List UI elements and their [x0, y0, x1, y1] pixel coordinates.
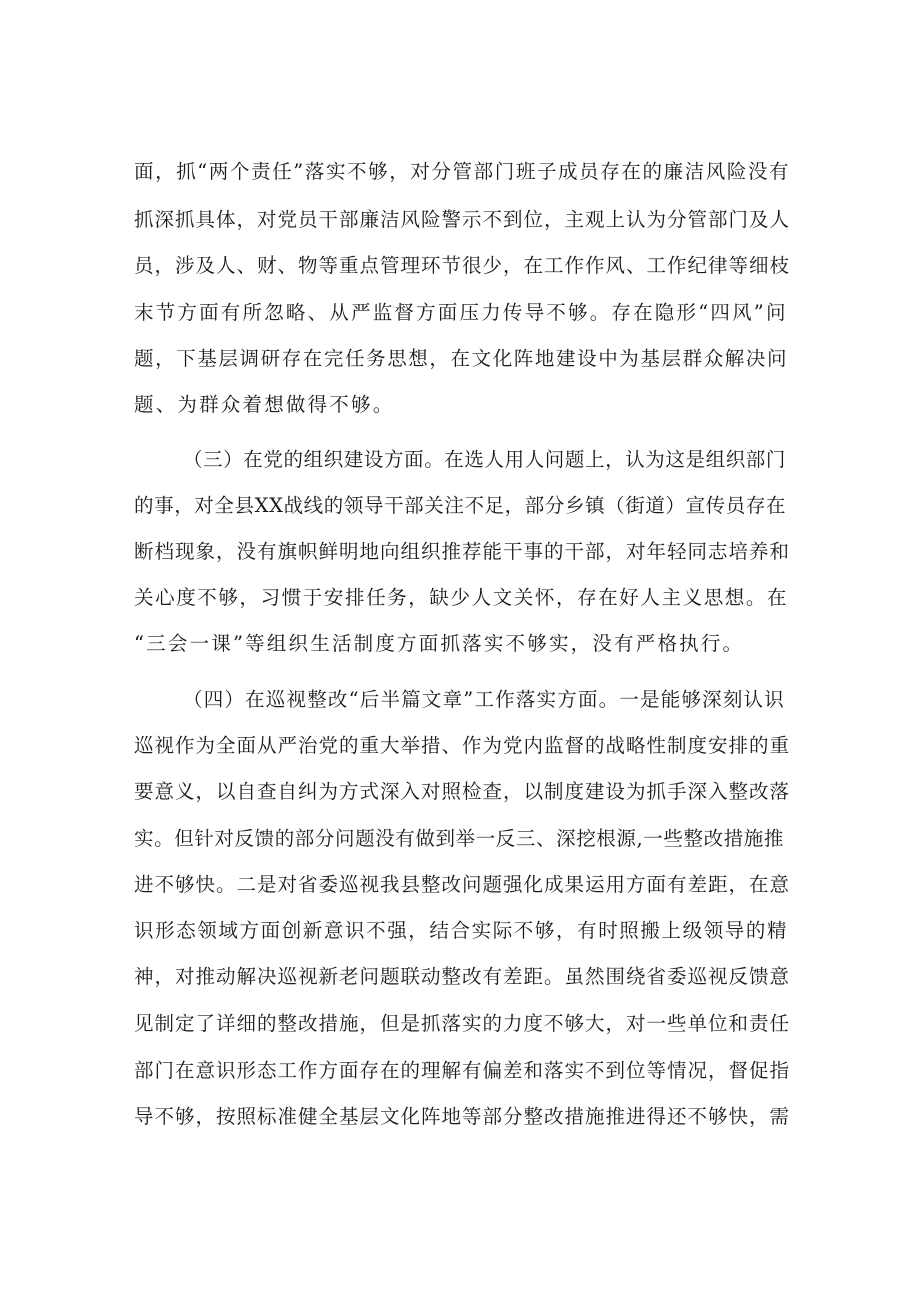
p3-line-4: 实。但针对反馈的部分问题没有做到举一反三、深挖根源,一些整改措施推 [134, 827, 784, 850]
p3-line-8: 见制定了详细的整改措施，但是抓落实的力度不够大，对一些单位和责任 [134, 1012, 791, 1035]
p3-line-10: 导不够，按照标准健全基层文化阵地等部分整改措施推进得还不够快，需 [134, 1105, 791, 1128]
p2-line-3: 断档现象，没有旗帜鲜明地向组织推荐能干事的干部，对年轻同志培养和 [134, 540, 791, 563]
p2-line-5: “三会一课”等组织生活制度方面抓落实不够实，没有严格执行。 [134, 632, 745, 655]
p3-line-2: 巡视作为全面从严治党的重大举措、作为党内监督的战略性制度安排的重 [134, 734, 791, 757]
p1-line-6: 题、为群众着想做得不够。 [134, 393, 395, 416]
p2-line-1: （三）在党的组织建设方面。在选人用人问题上，认为这是组织部门 [183, 448, 787, 471]
p3-line-9: 部门在意识形态工作方面存在的理解有偏差和落实不到位等情况，督促指 [134, 1059, 791, 1082]
p1-line-5: 题，下基层调研存在完任务思想，在文化阵地建设中为基层群众解决问 [134, 347, 789, 370]
p1-line-1: 面，抓“两个责任”落实不够，对分管部门班子成员存在的廉洁风险没有 [134, 160, 791, 183]
p2-line-4: 关心度不够，习惯于安排任务，缺少人文关怀，存在好人主义思想。在 [134, 586, 789, 609]
p3-line-6: 识形态领域方面创新意识不强，结合实际不够，有时照搬上级领导的精 [134, 919, 789, 942]
p1-line-2: 抓深抓具体，对党员干部廉洁风险警示不到位，主观上认为分管部门及人 [134, 208, 791, 231]
p1-line-4: 末节方面有所忽略、从严监督方面压力传导不够。存在隐形“四风”问 [134, 301, 788, 324]
p3-line-7: 神，对推动解决巡视新老问题联动整改有差距。虽然围绕省委巡视反馈意 [134, 965, 791, 988]
p1-line-3: 员，涉及人、财、物等重点管理环节很少，在工作作风、工作纪律等细枝 [134, 254, 791, 277]
p3-line-5: 进不够快。二是对省委巡视我县整改问题强化成果运用方面有差距，在意 [134, 873, 791, 896]
p3-line-3: 要意义，以自查自纠为方式深入对照检查，以制度建设为抓手深入整改落 [134, 780, 791, 803]
p3-line-1: （四）在巡视整改“后半篇文章”工作落实方面。一是能够深刻认识 [183, 688, 785, 711]
p2-line-2: 的事，对全县XX战线的领导干部关注不足，部分乡镇（街道）宣传员存在 [134, 494, 787, 517]
